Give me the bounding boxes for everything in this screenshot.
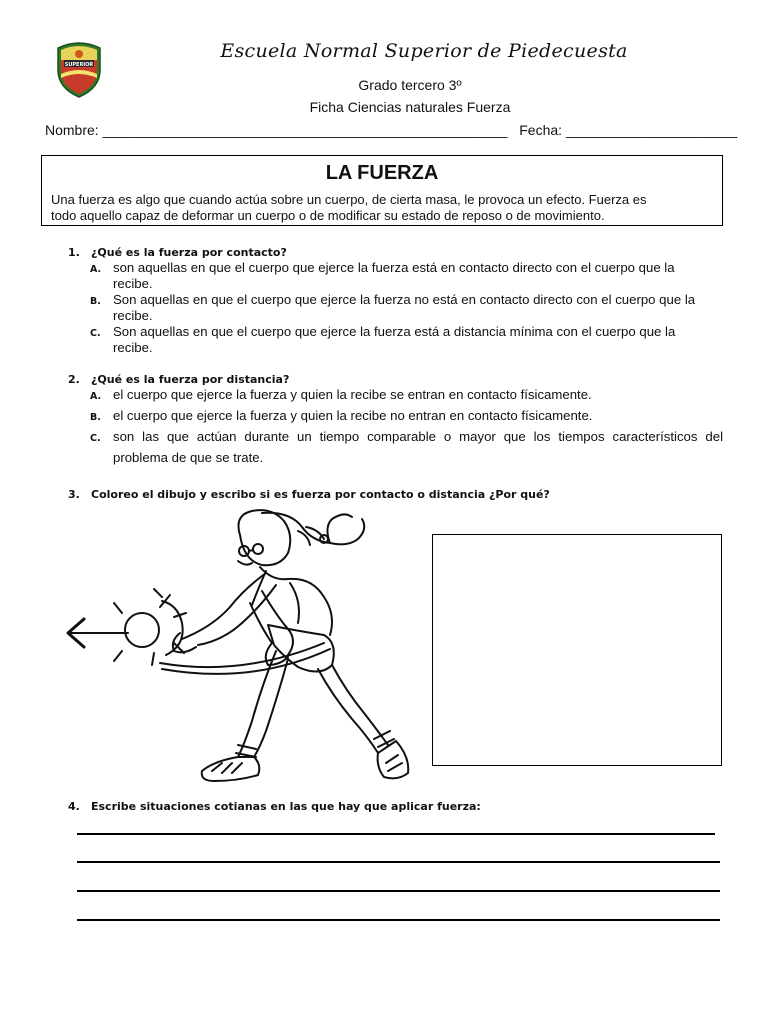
definition-title: LA FUERZA <box>325 162 439 184</box>
option-2c[interactable] <box>90 429 730 469</box>
option-letter: A. <box>90 391 102 402</box>
question-number: 4. <box>68 800 80 813</box>
nombre-field[interactable]: ____________________________________________________ <box>102 122 508 138</box>
option-letter: C. <box>90 328 101 339</box>
fecha-field[interactable]: ______________________ <box>565 122 738 138</box>
option-letter: C. <box>90 433 101 444</box>
option-letter: A. <box>90 264 102 275</box>
answer-line[interactable] <box>77 890 720 892</box>
question-2 <box>68 373 289 386</box>
nombre-label: Nombre: <box>45 122 103 138</box>
answer-line[interactable] <box>77 833 715 835</box>
option-text: Son aquellas en que el cuerpo que ejerce la fuerza no está en contacto directo con el cuerpo que la <box>113 292 696 307</box>
name-date-row <box>45 122 737 138</box>
question-number: 1. <box>68 246 80 259</box>
answer-line[interactable] <box>77 919 720 921</box>
option-text: son aquellas en que el cuerpo que ejerce la fuerza está en contacto directo con el cuerpo que la <box>113 260 675 275</box>
definition-line: todo aquello capaz de deformar un cuerpo o de modificar su estado de reposo o de movimiento. <box>51 208 605 223</box>
crest-text: SUPERIOR <box>64 62 94 68</box>
definition-text <box>51 192 713 224</box>
girl-hitting-ball-illustration <box>62 505 422 790</box>
option-text: problema de que se trate. <box>113 450 264 465</box>
sheet-title: Ficha Ciencias naturales Fuerza <box>309 99 511 115</box>
school-name: Escuela Normal Superior de Piedecuesta <box>220 40 628 62</box>
option-2a[interactable] <box>90 387 730 405</box>
answer-line[interactable] <box>77 861 720 863</box>
question-text: Escribe situaciones cotianas en las que hay que aplicar fuerza: <box>91 800 481 813</box>
option-letter: B. <box>90 296 101 307</box>
question-text: ¿Qué es la fuerza por contacto? <box>91 246 287 259</box>
option-1c[interactable] <box>90 324 730 356</box>
fecha-label: Fecha: <box>519 122 566 138</box>
option-text: Son aquellas en que el cuerpo que ejerce la fuerza está a distancia mínima con el cuerpo que la <box>113 324 676 339</box>
question-number: 2. <box>68 373 80 386</box>
option-text: son las que actúan durante un tiempo comparable o mayor que los tiempos característicos del <box>113 429 723 444</box>
question-text: ¿Qué es la fuerza por distancia? <box>91 373 290 386</box>
option-letter: B. <box>90 412 101 423</box>
question-text: Coloreo el dibujo y escribo si es fuerza por contacto o distancia ¿Por qué? <box>91 488 550 501</box>
definition-line: Una fuerza es algo que cuando actúa sobre un cuerpo, de cierta masa, le provoca un efecto. Fuerza es <box>51 192 647 207</box>
option-2b[interactable] <box>90 408 730 426</box>
option-text: el cuerpo que ejerce la fuerza y quien la recibe se entran en contacto físicamente. <box>113 387 592 402</box>
option-text: el cuerpo que ejerce la fuerza y quien la recibe no entran en contacto físicamente. <box>113 408 593 423</box>
option-text: recibe. <box>113 308 153 323</box>
option-text: recibe. <box>113 276 153 291</box>
option-text: recibe. <box>113 340 153 355</box>
question-1 <box>68 246 287 259</box>
question-number: 3. <box>68 488 80 501</box>
answer-box[interactable] <box>432 534 722 766</box>
option-1a[interactable] <box>90 260 730 292</box>
definition-box <box>41 155 723 226</box>
question-4 <box>68 800 481 813</box>
grade-label: Grado tercero 3º <box>358 77 462 93</box>
question-3 <box>68 488 550 501</box>
option-1b[interactable] <box>90 292 730 324</box>
